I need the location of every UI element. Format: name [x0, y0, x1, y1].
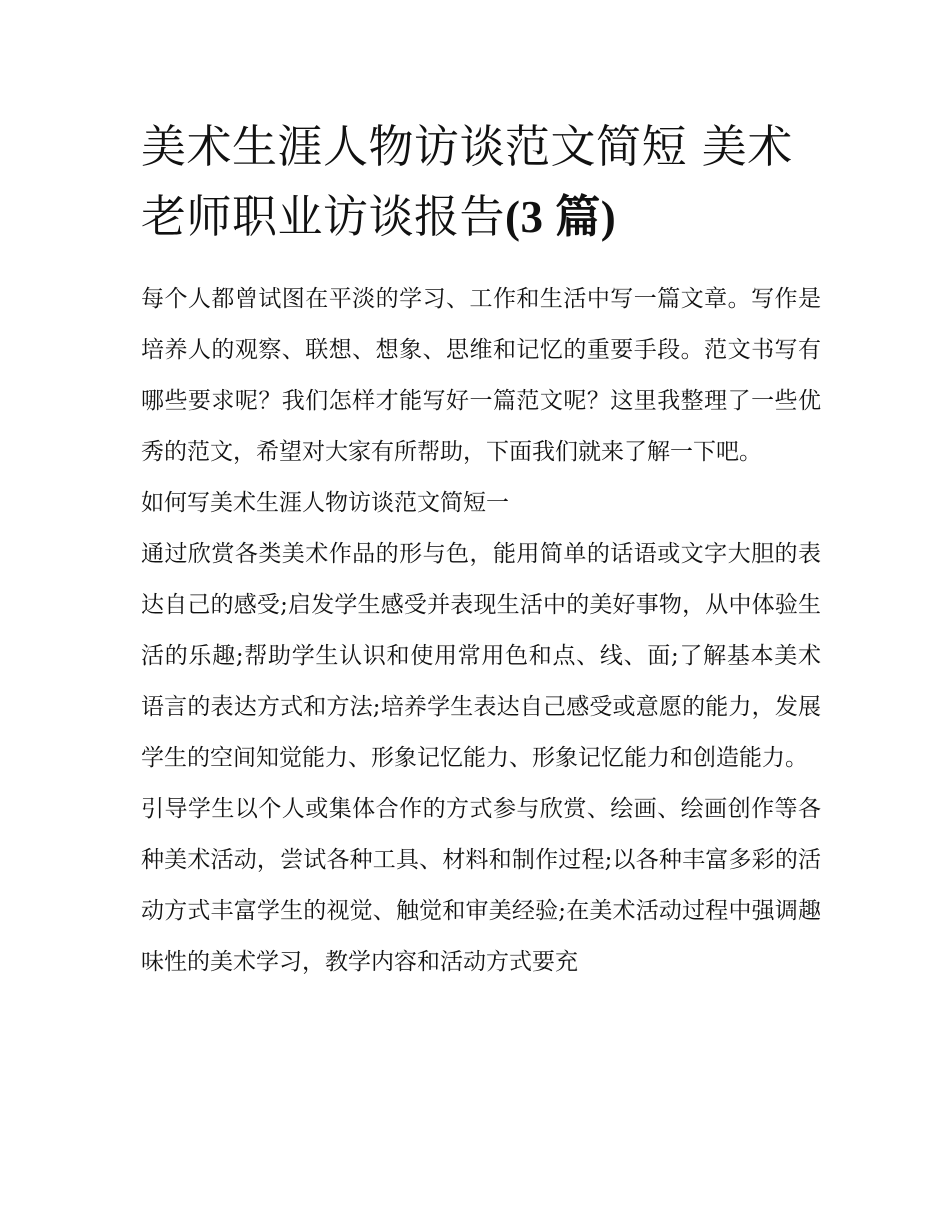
document-title — [141, 112, 821, 252]
title-count: (3 篇) — [505, 192, 617, 242]
body-paragraph-1: 通过欣赏各类美术作品的形与色，能用简单的话语或文字大胆的表达自己的感受;启发学生感受并表现生活中的美好事物，从中体验生活的乐趣;帮助学生认识和使用常用色和点、线、面;了解基本美术语言的表达方式和方法;培养学生表达自己感受或意愿的能力，发展学生的空间知觉能力、形象记忆能力、形象记忆能力和创造能力。 — [141, 541, 821, 771]
body-paragraph-2: 引导学生以个人或集体合作的方式参与欣赏、绘画、绘画创作等各种美术活动，尝试各种工具、材料和制作过程;以各种丰富多彩的活动方式丰富学生的视觉、触觉和审美经验;在美术活动过程中强调趣味性的美术学习，教学内容和活动方式要充 — [141, 796, 821, 975]
section-heading: 如何写美术生涯人物访谈范文简短一 — [141, 490, 509, 516]
document-body — [141, 112, 821, 988]
intro-paragraph: 每个人都曾试图在平淡的学习、工作和生活中写一篇文章。写作是培养人的观察、联想、想象、思维和记忆的重要手段。范文书写有哪些要求呢？我们怎样才能写好一篇范文呢？这里我整理了一些优秀的范文，希望对大家有所帮助，下面我们就来了解一下吧。 — [141, 286, 821, 465]
title-text: 美术生涯人物访谈范文简短 美术老师职业访谈报告 — [141, 120, 793, 243]
